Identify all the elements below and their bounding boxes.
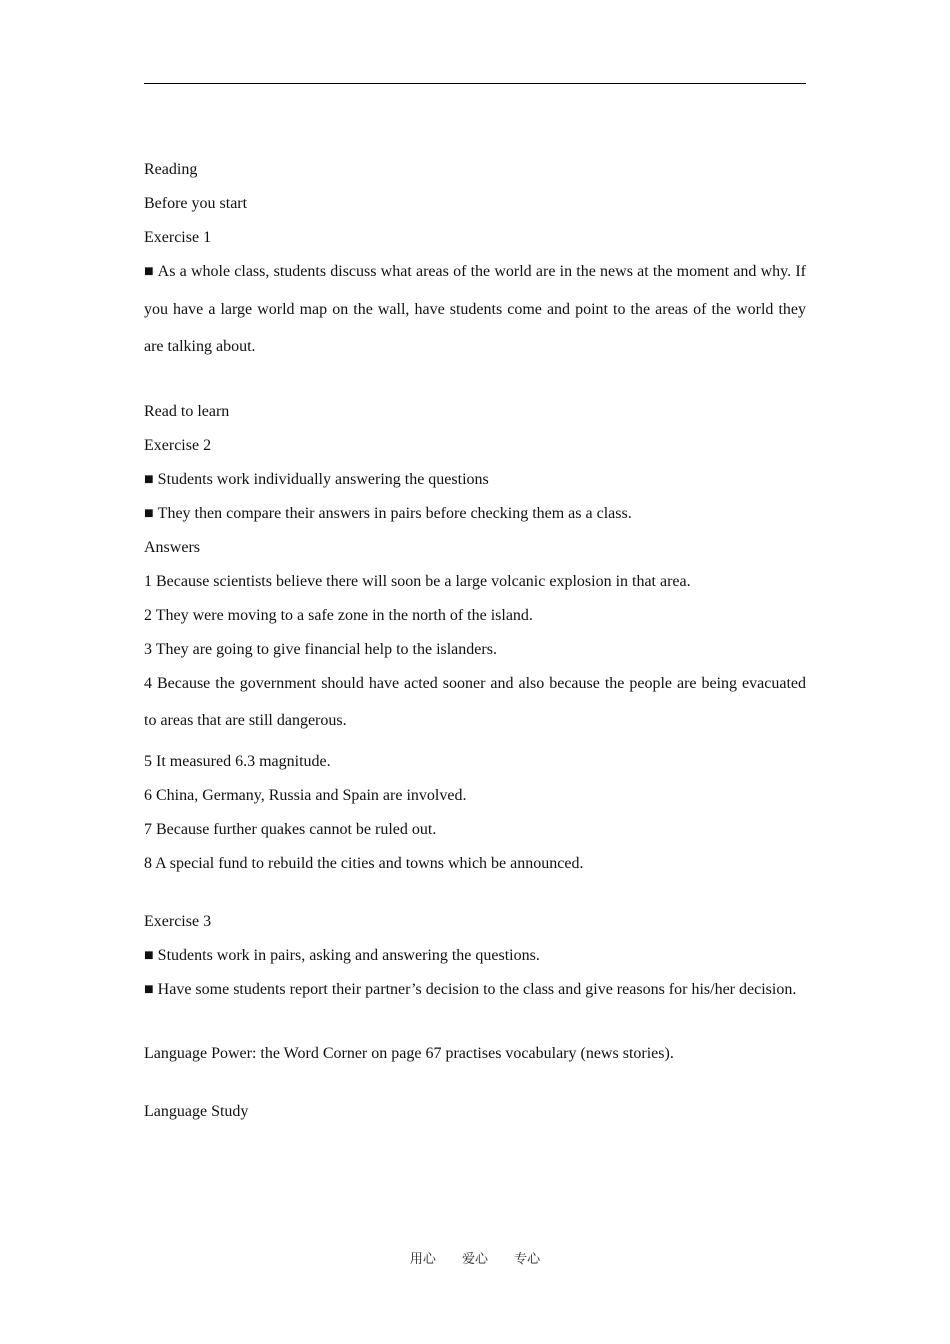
footer-item: 用心: [409, 1252, 436, 1267]
answer-item: 2 They were moving to a safe zone in the north of the island.: [144, 606, 533, 624]
page-footer: [0, 1248, 950, 1267]
exercise-1-label: Exercise 1: [144, 229, 212, 246]
footer-item: 爱心: [461, 1252, 488, 1267]
exercise-2-bullet-text: Students work individually answering the questions: [157, 470, 489, 488]
subheading-read-to-learn: Read to learn: [144, 402, 230, 420]
bullet-icon: ■: [144, 470, 154, 488]
footer-item: 专心: [514, 1252, 541, 1267]
exercise-3-bullet-text: Students work in pairs, asking and answering the questions.: [157, 946, 540, 964]
answer-item: 5 It measured 6.3 magnitude.: [144, 752, 331, 770]
answer-item: 1 Because scientists believe there will soon be a large volcanic explosion in that area.: [144, 572, 691, 590]
header-rule: [144, 83, 806, 84]
answer-item: 6 China, Germany, Russia and Spain are involved.: [144, 786, 467, 804]
answers-label: Answers: [144, 538, 200, 556]
exercise-1-instruction: [144, 253, 806, 366]
bullet-icon: ■: [144, 504, 154, 522]
answer-item: 3 They are going to give financial help to the islanders.: [144, 640, 497, 658]
exercise-2-bullet: [144, 468, 806, 492]
answer-item: 4 Because the government should have acted sooner and also because the people are being evacuated to areas that are still dangerous.: [144, 674, 806, 729]
bullet-icon: ■: [144, 946, 154, 964]
spacer: [144, 376, 806, 400]
spacer: [144, 1018, 806, 1042]
language-power-note: Language Power: the Word Corner on page 67 practises vocabulary (news stories).: [144, 1045, 674, 1062]
bullet-icon: ■: [144, 263, 154, 280]
exercise-3-bullet-text: Have some students report their partner’s decision to the class and give reasons for his/her decision.: [157, 980, 797, 998]
answer-item: 7 Because further quakes cannot be ruled out.: [144, 820, 437, 838]
document-body: [144, 158, 806, 1134]
answer-item: 8 A special fund to rebuild the cities and towns which be announced.: [144, 854, 584, 872]
exercise-2-bullet-text: They then compare their answers in pairs before checking them as a class.: [157, 504, 632, 522]
exercise-2-label: Exercise 2: [144, 436, 212, 454]
exercise-3-bullet: [144, 971, 806, 1009]
spacer: [144, 1076, 806, 1100]
exercise-3-bullet: [144, 944, 806, 968]
bullet-icon: ■: [144, 980, 154, 998]
exercise-1-text: As a whole class, students discuss what areas of the world are in the news at the moment and why. If you have a large world map on the wall, have students come and point to the areas of the world they are talking about.: [144, 263, 806, 355]
spacer: [144, 886, 806, 910]
subheading-before-you-start: Before you start: [144, 195, 248, 212]
section-heading-language-study: Language Study: [144, 1103, 249, 1120]
exercise-3-label: Exercise 3: [144, 912, 212, 930]
exercise-2-bullet: [144, 502, 806, 526]
section-heading-reading: Reading: [144, 161, 198, 178]
